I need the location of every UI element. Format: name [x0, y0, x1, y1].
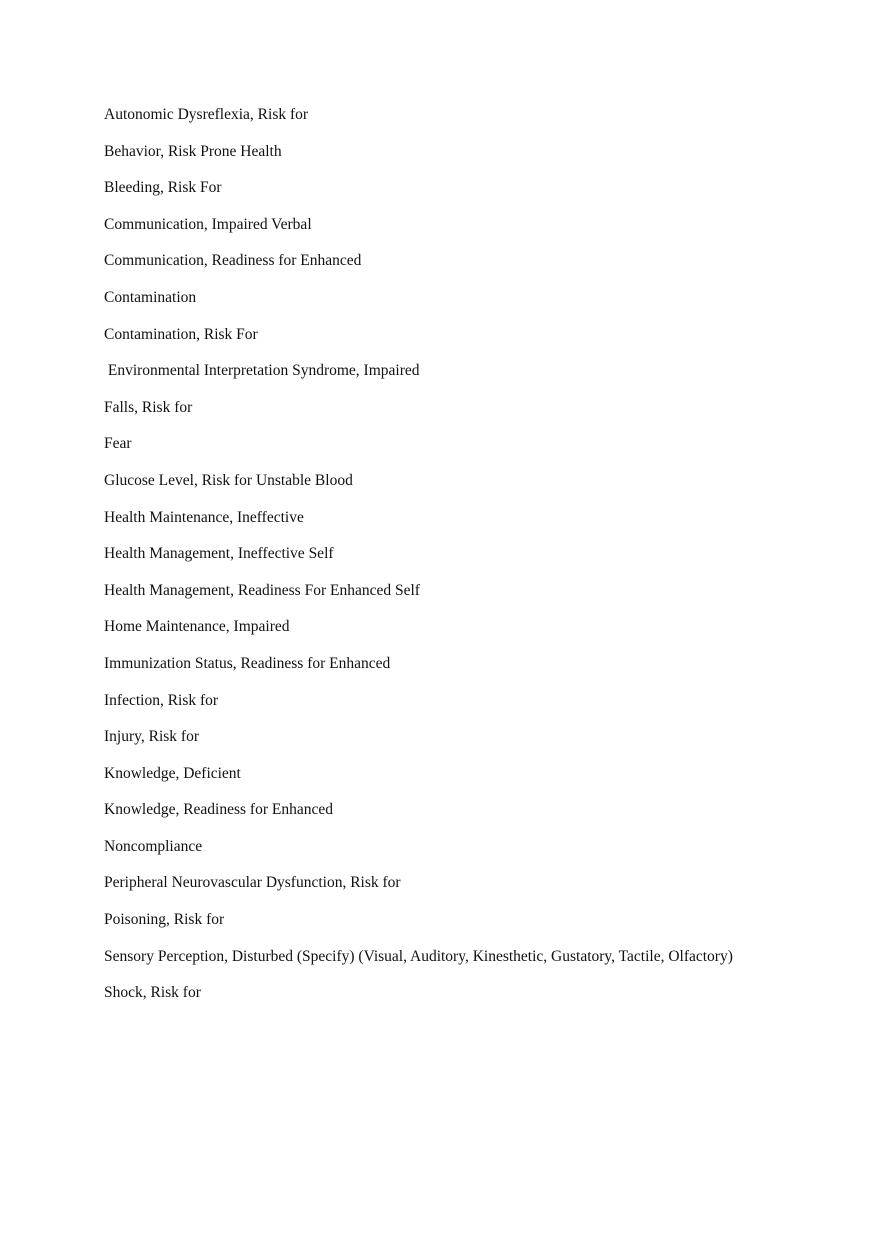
list-item: Contamination: [104, 288, 197, 306]
list-item: Health Management, Readiness For Enhanced Self: [104, 581, 420, 599]
list-item: Shock, Risk for: [104, 984, 201, 1002]
list-item: Health Maintenance, Ineffective: [104, 508, 304, 526]
list-item: Knowledge, Readiness for Enhanced: [104, 801, 333, 819]
list-item: Knowledge, Deficient: [104, 764, 241, 782]
list-item: Infection, Risk for: [104, 691, 219, 709]
list-item: Peripheral Neurovascular Dysfunction, Risk for: [104, 874, 401, 892]
list-item: Communication, Readiness for Enhanced: [104, 252, 362, 270]
list-item: Autonomic Dysreflexia, Risk for: [104, 106, 309, 123]
list-item: Injury, Risk for: [104, 728, 199, 746]
list-item: Contamination, Risk For: [104, 325, 258, 343]
list-item: Immunization Status, Readiness for Enhanced: [104, 654, 391, 672]
list-item: Environmental Interpretation Syndrome, Impaired: [104, 362, 420, 380]
list-item: Poisoning, Risk for: [104, 911, 225, 929]
list-item: Fear: [104, 435, 132, 453]
nursing-diagnosis-list: [104, 104, 733, 1019]
list-item: Behavior, Risk Prone Health: [104, 142, 282, 160]
list-item: Falls, Risk for: [104, 398, 193, 416]
list-item: Noncompliance: [104, 837, 203, 855]
list-item: Glucose Level, Risk for Unstable Blood: [104, 471, 353, 489]
list-item: Home Maintenance, Impaired: [104, 618, 290, 636]
list-item: Sensory Perception, Disturbed (Specify) (Visual, Auditory, Kinesthetic, Gustatory, Tactile, Olfactory): [104, 947, 733, 965]
list-item: Communication, Impaired Verbal: [104, 215, 312, 233]
list-item: Health Management, Ineffective Self: [104, 545, 334, 563]
list-item: Bleeding, Risk For: [104, 179, 222, 197]
